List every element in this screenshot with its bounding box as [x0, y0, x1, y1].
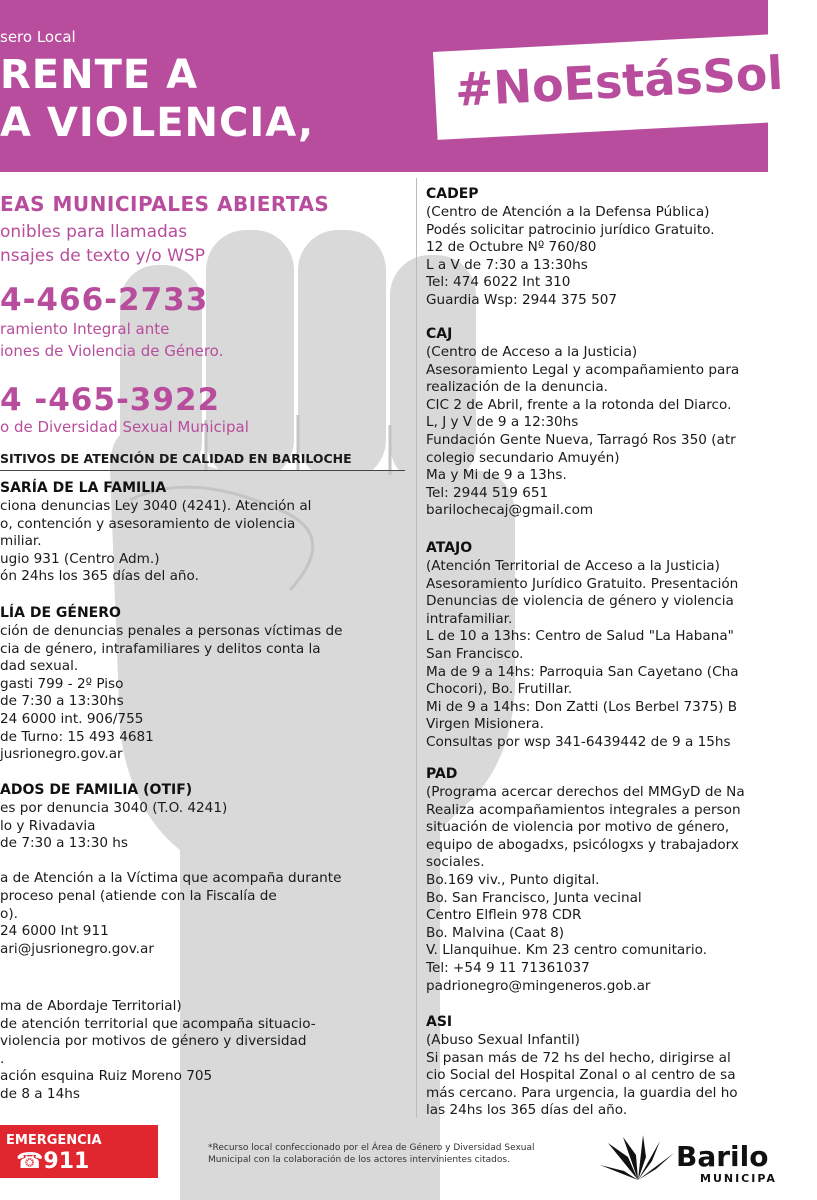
hashtag-text: #NoEstásSol [453, 45, 785, 117]
section-line: ción de denuncias penales a personas víctimas de [0, 623, 343, 639]
section-heading: ATAJO [426, 540, 473, 556]
open-lines-title: EAS MUNICIPALES ABIERTAS [0, 192, 330, 216]
section-line: Centro Elflein 978 CDR [426, 907, 582, 924]
section-line: (Programa acercar derechos del MMGyD de Na [426, 784, 745, 800]
section-line: L de 10 a 13hs: Centro de Salud "La Habana" [426, 628, 734, 645]
header-banner [0, 0, 785, 172]
section-line: colegio secundario Amuyén) [426, 449, 620, 466]
emergency-label: EMERGENCIA [6, 1133, 102, 1148]
title-line-2: A VIOLENCIA, [0, 100, 315, 146]
footnote-line-1: *Recurso local confeccionado por el Área de Género y Diversidad Sexual [208, 1143, 535, 1153]
open-lines-sub-1: onibles para llamadas [0, 222, 188, 242]
section-line: . [0, 1050, 5, 1067]
section-line: o). [0, 905, 18, 922]
divider [0, 470, 405, 471]
section-line: Guardia Wsp: 2944 375 507 [426, 292, 618, 308]
section-line: 24 6000 Int 911 [0, 923, 109, 940]
section-heading: CADEP [426, 186, 479, 202]
section-line: Virgen Misionera. [426, 716, 544, 733]
section-heading: ASI [426, 1014, 453, 1030]
section-line: miliar. [0, 533, 42, 550]
phone-2-desc: o de Diversidad Sexual Municipal [0, 418, 249, 436]
section-heading: ADOS DE FAMILIA (OTIF) [0, 782, 193, 798]
section-line: las 24hs los 365 días del año. [426, 1102, 628, 1119]
section-line: es por denuncia 3040 (T.O. 4241) [0, 800, 228, 816]
section-line: de atención territorial que acompaña situacio- [0, 1015, 316, 1032]
section-line: (Centro de Atención a la Defensa Pública) [426, 204, 710, 220]
section-line: (Atención Territorial de Acceso a la Justicia) [426, 558, 720, 574]
devices-title: SITIVOS DE ATENCIÓN DE CALIDAD EN BARILOCHE [0, 451, 352, 466]
section-line: violencia por motivos de género y diversidad [0, 1033, 307, 1050]
section-heading: CAJ [426, 326, 453, 342]
section-line: Ma de 9 a 14hs: Parroquia San Cayetano (Cha [426, 663, 739, 680]
section-heading: SARÍA DE LA FAMILIA [0, 480, 167, 496]
section-line: de Turno: 15 493 4681 [0, 728, 154, 745]
section-line: gasti 799 - 2º Piso [0, 675, 124, 692]
section-line: Fundación Gente Nueva, Tarragó Ros 350 (atr [426, 432, 736, 448]
section-line: Podés solicitar patrocinio jurídico Gratuito. [426, 221, 715, 238]
section-line: dad sexual. [0, 658, 79, 675]
section-line: Asesoramiento Legal y acompañamiento para [426, 361, 740, 378]
footnote [208, 1142, 535, 1166]
section-line: (Centro de Acceso a la Justicia) [426, 344, 638, 360]
section-line: Tel: 2944 519 651 [426, 484, 549, 501]
section-line[interactable]: barilochecaj@gmail.com [426, 502, 594, 519]
section-line: Mi de 9 a 14hs: Don Zatti (Los Berbel 7375) B [426, 698, 738, 715]
section-heading: PAD [426, 766, 458, 782]
footnote-line-2: Municipal con la colaboración de los actores intervinientes citados. [208, 1155, 510, 1165]
section-line[interactable]: padrionegro@mingeneros.gob.ar [426, 977, 651, 994]
section-line: Bo. San Francisco, Junta vecinal [426, 889, 642, 906]
section-line: proceso penal (atiende con la Fiscalía de [0, 888, 277, 904]
section-line: Denuncias de violencia de género y violencia [426, 593, 734, 610]
resource-label: sero Local [0, 28, 76, 46]
hashtag-badge [433, 32, 817, 140]
section-line: Si pasan más de 72 hs del hecho, dirigirse al [426, 1049, 731, 1066]
section-line: o, contención y asesoramiento de violencia [0, 515, 296, 532]
section-line[interactable]: jusrionegro.gov.ar [0, 746, 123, 763]
section-line: de 7:30 a 13:30hs [0, 693, 124, 710]
section-line: intrafamiliar. [426, 610, 513, 627]
section-line: de 7:30 a 13:30 hs [0, 835, 129, 852]
section-line: Consultas por wsp 341-6439442 de 9 a 15hs [426, 734, 731, 750]
section-line: más cercano. Para urgencia, la guardia del ho [426, 1084, 738, 1101]
section-line: ón 24hs los 365 días del año. [0, 568, 199, 585]
section-line: Tel: +54 9 11 71361037 [426, 960, 590, 976]
section-line: cia de género, intrafamiliares y delitos conta la [0, 640, 321, 657]
emergency-box[interactable] [0, 1125, 158, 1178]
section-line: (Abuso Sexual Infantil) [426, 1032, 580, 1048]
section-line: L a V de 7:30 a 13:30hs [426, 256, 588, 273]
section-line[interactable]: ari@jusrionegro.gov.ar [0, 940, 154, 957]
logo-sub: MUNICIPA [700, 1172, 777, 1185]
section-line: a de Atención a la Víctima que acompaña durante [0, 870, 342, 887]
section-line: cio Social del Hospital Zonal o al centro de sa [426, 1067, 736, 1084]
phone-1-desc-2: iones de Violencia de Género. [0, 342, 224, 360]
section-line: L, J y V de 9 a 12:30hs [426, 414, 579, 431]
section-line: 24 6000 int. 906/755 [0, 711, 144, 727]
phone-number-1[interactable]: 4-466-2733 [0, 282, 209, 318]
phone-1-desc-1: ramiento Integral ante [0, 320, 170, 338]
section-line: lo y Rivadavia [0, 817, 96, 834]
section-line: V. Llanquihue. Km 23 centro comunitario. [426, 942, 708, 959]
section-line: Bo. Malvina (Caat 8) [426, 924, 565, 941]
section-line: Asesoramiento Jurídico Gratuito. Presentación [426, 575, 739, 592]
section-line: Bo.169 viv., Punto digital. [426, 872, 600, 888]
section-line: sociales. [426, 854, 485, 871]
section-line: realización de la denuncia. [426, 379, 608, 396]
section-line: San Francisco. [426, 646, 524, 662]
section-line: ma de Abordaje Territorial) [0, 998, 182, 1014]
column-divider [416, 178, 417, 1118]
section-line: ación esquina Ruiz Moreno 705 [0, 1068, 213, 1085]
title-line-1: RENTE A [0, 52, 199, 98]
section-line: situación de violencia por motivo de género, [426, 819, 730, 836]
open-lines-sub-2: nsajes de texto y/o WSP [0, 246, 205, 266]
section-line: 12 de Octubre Nº 760/80 [426, 239, 597, 256]
logo-name: Barilo [676, 1140, 769, 1173]
section-line: ciona denuncias Ley 3040 (4241). Atención al [0, 498, 312, 514]
section-line: Realiza acompañamientos integrales a person [426, 801, 741, 818]
section-line: equipo de abogadxs, psicólogxs y trabajadorx [426, 836, 739, 853]
section-line: Chocori), Bo. Frutillar. [426, 681, 573, 698]
section-line: ugio 931 (Centro Adm.) [0, 550, 160, 567]
section-line: Tel: 474 6022 Int 310 [426, 274, 571, 291]
section-line: de 8 a 14hs [0, 1086, 80, 1102]
emergency-number[interactable]: ☎911 [16, 1149, 90, 1174]
bariloche-logo-icon [598, 1135, 678, 1185]
section-line: Ma y Mi de 9 a 13hs. [426, 467, 567, 484]
section-line: CIC 2 de Abril, frente a la rotonda del Diarco. [426, 396, 732, 413]
phone-number-2[interactable]: 4 -465-3922 [0, 382, 221, 418]
section-heading: LÍA DE GÉNERO [0, 605, 121, 621]
